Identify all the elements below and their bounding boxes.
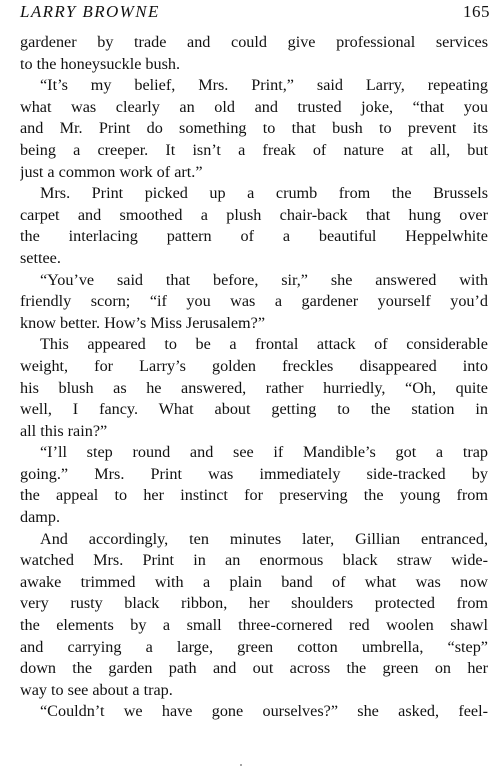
text-line: “It’s my belief, Mrs. Print,” said Larry, repeating xyxy=(40,76,488,95)
page-number: 165 xyxy=(463,2,490,21)
running-title: LARRY BROWNE xyxy=(20,2,160,21)
text-line: watched Mrs. Print in an enormous black straw wide- xyxy=(20,551,488,570)
text-line: the appeal to her instinct for preserving the young from xyxy=(20,486,488,505)
text-line: “I’ll step round and see if Mandible’s got a trap xyxy=(40,443,488,462)
text-line: to the honeysuckle bush. xyxy=(20,54,181,73)
text-line: down the garden path and out across the green on her xyxy=(20,659,488,678)
text-line: know better. How’s Miss Jerusalem?” xyxy=(20,313,266,332)
text-line: way to see about a trap. xyxy=(20,680,173,699)
print-speck xyxy=(240,764,242,766)
text-line: weight, for Larry’s golden freckles disappeared into xyxy=(20,356,488,375)
text-line: “Couldn’t we have gone ourselves?” she asked, feel- xyxy=(40,702,488,721)
text-line: awake trimmed with a plain band of what was now xyxy=(20,572,488,591)
text-line: the elements by a small three-cornered red woolen shawl xyxy=(20,616,488,635)
text-line: and Mr. Print do something to that bush to prevent its xyxy=(20,119,488,138)
text-line: well, I fancy. What about getting to the station in xyxy=(20,400,488,419)
text-line: the interlacing pattern of a beautiful Heppelwhite xyxy=(20,227,488,246)
text-line: carpet and smoothed a plush chair-back that hung over xyxy=(20,205,488,224)
text-line: gardener by trade and could give professional services xyxy=(20,33,488,51)
text-line: Mrs. Print picked up a crumb from the Brussels xyxy=(40,184,488,203)
text-line: just a common work of art.” xyxy=(20,162,203,181)
text-line: and carrying a large, green cotton umbrella, “step” xyxy=(20,637,488,656)
text-line: being a creeper. It isn’t a freak of nature at all, but xyxy=(20,140,488,159)
text-line: This appeared to be a frontal attack of considerable xyxy=(40,335,488,354)
text-line: “You’ve said that before, sir,” she answered with xyxy=(40,270,488,289)
text-line: very rusty black ribbon, her shoulders protected from xyxy=(20,594,488,613)
text-line: And accordingly, ten minutes later, Gillian entranced, xyxy=(40,529,488,548)
text-line: all this rain?” xyxy=(20,421,108,440)
text-line: damp. xyxy=(20,508,61,527)
text-line: his blush as he answered, rather hurriedly, “Oh, quite xyxy=(20,378,488,397)
text-line: what was clearly an old and trusted joke, “that you xyxy=(20,97,488,116)
text-line: settee. xyxy=(20,248,61,267)
running-head xyxy=(20,0,490,26)
text-line: friendly scorn; “if you was a gardener yourself you’d xyxy=(20,292,488,311)
body-text xyxy=(20,32,488,723)
text-line: going.” Mrs. Print was immediately side-tracked by xyxy=(20,464,488,483)
